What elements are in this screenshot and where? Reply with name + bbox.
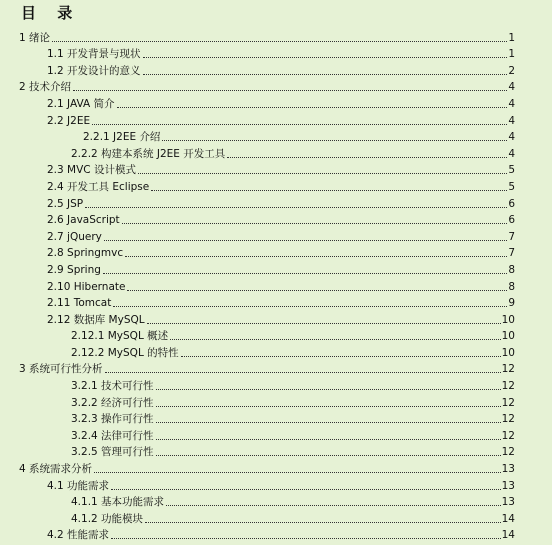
toc-entry[interactable] [0,327,552,344]
toc-entry[interactable] [0,410,552,427]
toc-entry-label: 3.2.5 管理可行性 [71,446,154,459]
toc-entry[interactable] [0,526,552,543]
toc-dot-leader [105,372,501,373]
toc-entry[interactable] [0,61,552,78]
toc-entry[interactable] [0,161,552,178]
toc-entry-label: 2.6 JavaScript [47,214,120,227]
toc-entry-page: 4 [508,114,515,127]
toc-entry-label: 3 系统可行性分析 [19,363,103,376]
toc-entry-page: 9 [508,297,515,310]
toc-entry-label: 2.8 Springmvc [47,247,124,260]
toc-entry-page: 13 [501,463,515,476]
toc-dot-leader [156,389,501,390]
toc-entry-label: 2.12.2 MySQL 的特性 [71,346,179,359]
toc-entry-label: 3.2.1 技术可行性 [71,380,154,393]
toc-entry[interactable] [0,94,552,111]
toc-entry-page: 12 [501,446,515,459]
toc-entry-label: 3.2.2 经济可行性 [71,396,154,409]
toc-dot-leader [156,422,501,423]
toc-entry[interactable] [0,177,552,194]
toc-entry-label: 2.2.2 构建本系统 J2EE 开发工具 [71,147,226,160]
toc-dot-leader [156,406,501,407]
toc-entry-label: 4.1.1 基本功能需求 [71,496,165,509]
toc-entry-label: 2.7 jQuery [47,230,102,243]
toc-dot-leader [111,489,501,490]
toc-entry-page: 10 [501,346,515,359]
toc-entry-label: 1 绪论 [19,31,51,44]
toc-entry-label: 4.1.2 功能模块 [71,512,144,525]
toc-entry[interactable] [0,376,552,393]
toc-entry-label: 2.5 JSP [47,197,84,210]
toc-entry-page: 5 [508,180,515,193]
toc-entry-label: 2.9 Spring [47,263,101,276]
toc-entry[interactable] [0,509,552,526]
toc-entry-page: 10 [501,330,515,343]
toc-entry-label: 2 技术介绍 [19,81,72,94]
toc-dot-leader [170,339,501,340]
toc-entry-label: 2.1 JAVA 简介 [47,97,115,110]
toc-dot-leader [85,207,507,208]
toc-dot-leader [166,505,501,506]
toc-entry-page: 12 [501,413,515,426]
toc-entry-label: 3.2.3 操作可行性 [71,413,154,426]
toc-entry-page: 14 [501,512,515,525]
toc-entry-label: 2.12 数据库 MySQL [47,313,145,326]
toc-entry-page: 8 [508,280,515,293]
toc-entry-label: 2.2.1 J2EE 介绍 [83,131,161,144]
toc-dot-leader [92,124,507,125]
toc-entry[interactable] [0,443,552,460]
toc-entry[interactable] [0,111,552,128]
toc-list [0,28,552,542]
toc-dot-leader [103,273,507,274]
toc-dot-leader [117,107,508,108]
toc-entry-page: 8 [508,263,515,276]
toc-dot-leader [156,439,501,440]
toc-entry-page: 4 [508,131,515,144]
toc-entry-page: 7 [508,230,515,243]
toc-entry-label: 2.12.1 MySQL 概述 [71,330,169,343]
toc-dot-leader [94,472,501,473]
toc-title: 目 录 [21,4,81,22]
toc-entry-label: 4.2 性能需求 [47,529,110,542]
toc-entry[interactable] [0,294,552,311]
toc-dot-leader [125,256,507,257]
toc-entry[interactable] [0,277,552,294]
toc-entry-page: 12 [501,396,515,409]
toc-dot-leader [104,240,507,241]
toc-entry[interactable] [0,144,552,161]
toc-entry[interactable] [0,426,552,443]
toc-entry-label: 4 系统需求分析 [19,463,93,476]
toc-entry[interactable] [0,28,552,45]
toc-entry[interactable] [0,476,552,493]
toc-entry-page: 12 [501,380,515,393]
toc-entry[interactable] [0,211,552,228]
toc-entry-page: 7 [508,247,515,260]
toc-dot-leader [122,223,508,224]
toc-entry-page: 12 [501,429,515,442]
toc-entry[interactable] [0,194,552,211]
toc-entry-label: 2.2 J2EE [47,114,91,127]
toc-entry[interactable] [0,128,552,145]
toc-entry-page: 4 [508,97,515,110]
toc-entry-label: 2.11 Tomcat [47,297,112,310]
toc-entry[interactable] [0,493,552,510]
toc-entry-page: 5 [508,164,515,177]
toc-dot-leader [113,306,507,307]
toc-entry-page: 13 [501,496,515,509]
toc-dot-leader [73,90,507,91]
toc-entry-page: 4 [508,147,515,160]
toc-entry-label: 2.10 Hibernate [47,280,126,293]
toc-dot-leader [111,538,501,539]
toc-dot-leader [52,41,507,42]
toc-entry-label: 4.1 功能需求 [47,479,110,492]
toc-dot-leader [156,455,501,456]
toc-dot-leader [127,290,507,291]
toc-entry-page: 13 [501,479,515,492]
toc-dot-leader [145,522,501,523]
toc-entry-page: 6 [508,214,515,227]
toc-entry-page: 6 [508,197,515,210]
toc-entry[interactable] [0,360,552,377]
toc-entry-label: 2.3 MVC 设计模式 [47,164,136,177]
toc-entry-page: 2 [508,64,515,77]
toc-entry[interactable] [0,227,552,244]
toc-dot-leader [181,356,501,357]
toc-dot-leader [143,74,508,75]
toc-dot-leader [138,173,507,174]
toc-entry-page: 4 [508,81,515,94]
toc-entry-page: 1 [508,48,515,61]
toc-entry[interactable] [0,45,552,62]
toc-entry[interactable] [0,393,552,410]
toc-entry[interactable] [0,310,552,327]
toc-entry[interactable] [0,78,552,95]
toc-entry[interactable] [0,343,552,360]
toc-entry-label: 2.4 开发工具 Eclipse [47,180,150,193]
toc-entry[interactable] [0,260,552,277]
toc-dot-leader [227,157,507,158]
toc-entry-label: 1.1 开发背景与现状 [47,48,141,61]
toc-dot-leader [162,140,507,141]
toc-entry-label: 3.2.4 法律可行性 [71,429,154,442]
toc-entry-label: 1.2 开发设计的意义 [47,64,141,77]
toc-entry-page: 12 [501,363,515,376]
toc-entry-page: 10 [501,313,515,326]
toc-entry-page: 14 [501,529,515,542]
toc-entry[interactable] [0,459,552,476]
toc-dot-leader [143,57,508,58]
toc-dot-leader [151,190,507,191]
toc-dot-leader [147,323,501,324]
toc-entry[interactable] [0,244,552,261]
toc-entry-page: 1 [508,31,515,44]
